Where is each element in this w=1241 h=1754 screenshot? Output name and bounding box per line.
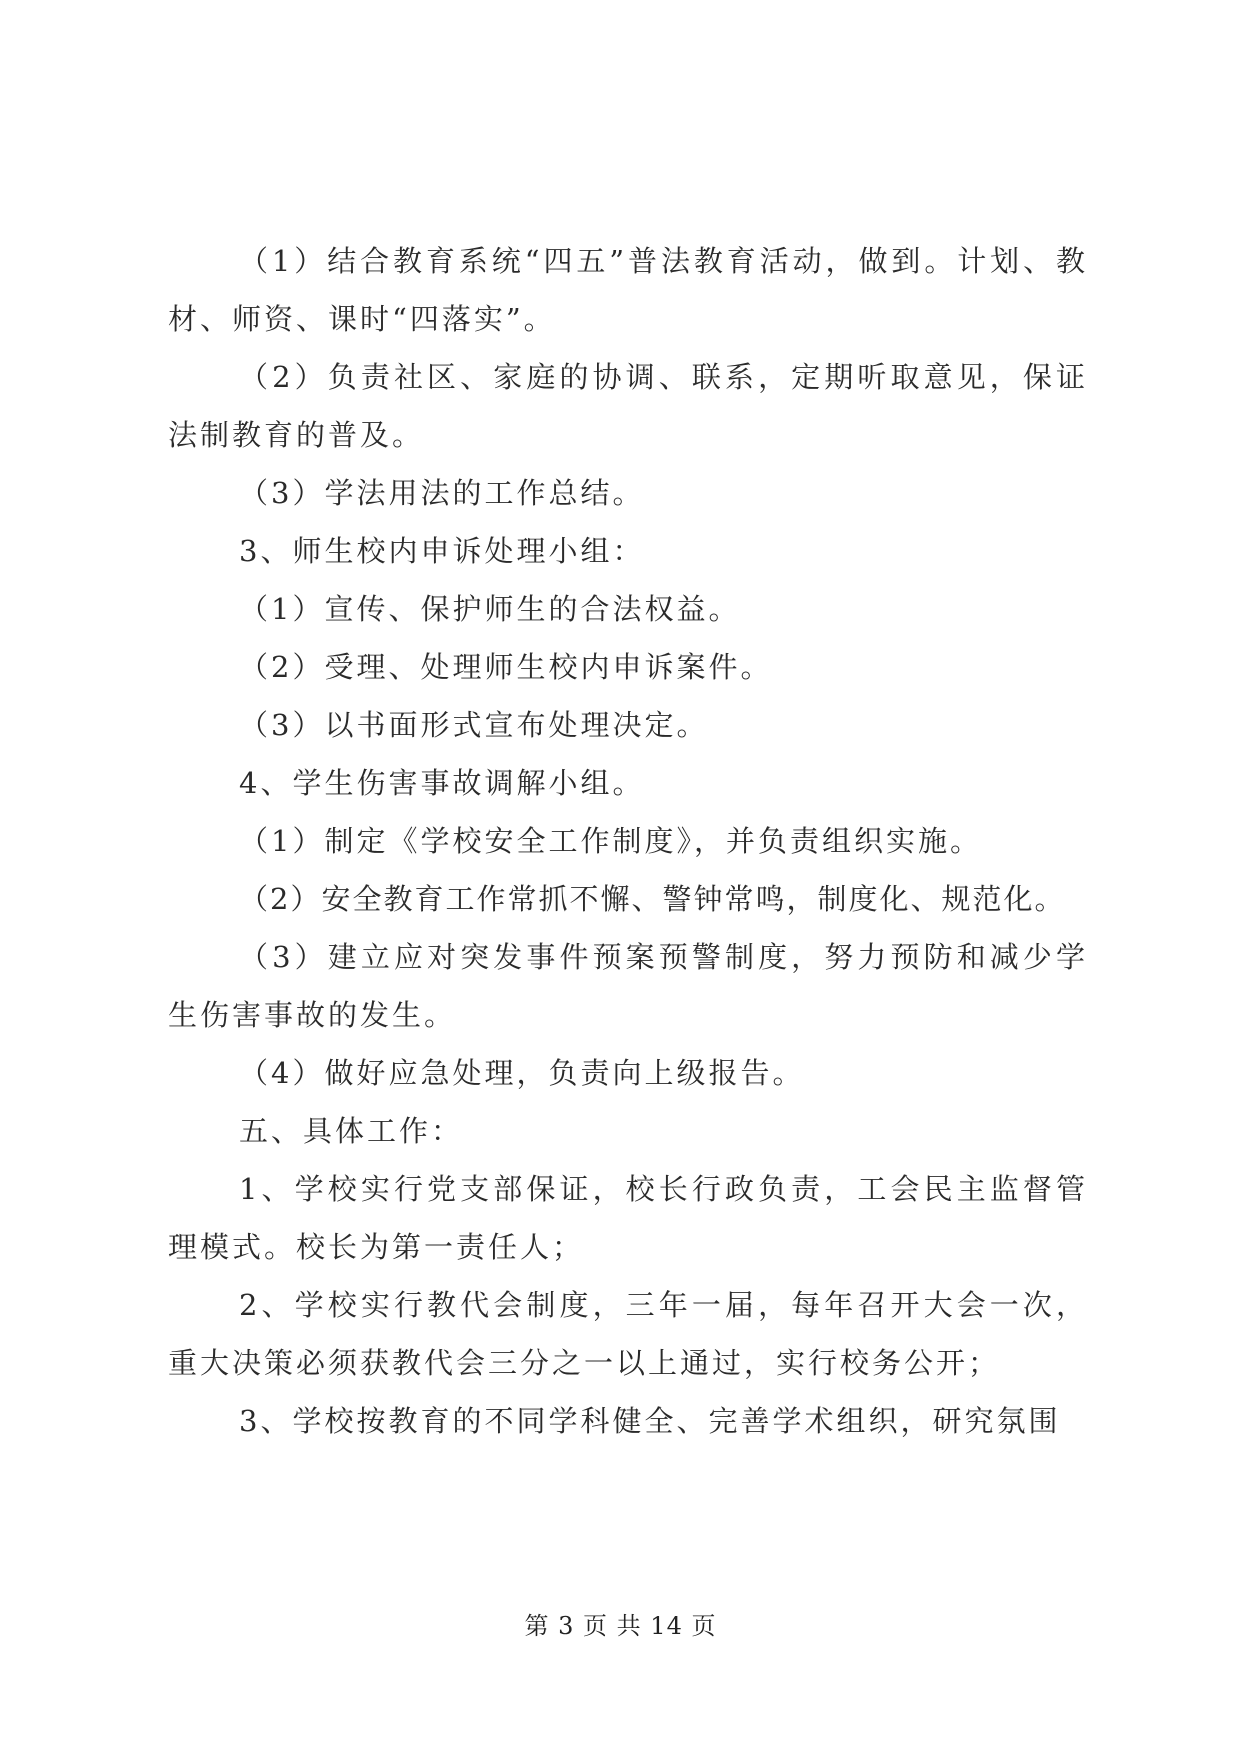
document-body <box>168 232 1088 1450</box>
page-number-footer: 第 3 页 共 14 页 <box>524 1612 717 1640</box>
paragraph: （2）负责社区、家庭的协调、联系，定期听取意见，保证法制教育的普及。 <box>168 360 1088 452</box>
paragraph: （4）做好应急处理，负责向上级报告。 <box>239 1056 805 1090</box>
paragraph: 3、师生校内申诉处理小组： <box>239 534 645 568</box>
paragraph: （2）安全教育工作常抓不懈、警钟常鸣，制度化、规范化。 <box>239 882 1066 916</box>
paragraph: 3、学校按教育的不同学科健全、完善学术组织，研究氛围 <box>239 1404 1061 1438</box>
paragraph: （1）结合教育系统“四五”普法教育活动，做到。计划、教材、师资、课时“四落实”。 <box>168 244 1088 336</box>
paragraph: （3）建立应对突发事件预案预警制度，努力预防和减少学生伤害事故的发生。 <box>168 940 1088 1032</box>
paragraph: 五、具体工作： <box>239 1114 464 1148</box>
paragraph: （1）宣传、保护师生的合法权益。 <box>239 592 741 626</box>
paragraph: （2）受理、处理师生校内申诉案件。 <box>239 650 773 684</box>
paragraph: （1）制定《学校安全工作制度》，并负责组织实施。 <box>239 824 982 858</box>
paragraph: 4、学生伤害事故调解小组。 <box>239 766 645 800</box>
paragraph: 2、学校实行教代会制度，三年一届，每年召开大会一次，重大决策必须获教代会三分之一以上通过，实行校务公开； <box>168 1288 1088 1380</box>
paragraph: （3）以书面形式宣布处理决定。 <box>239 708 709 742</box>
paragraph: （3）学法用法的工作总结。 <box>239 476 645 510</box>
paragraph: 1、学校实行党支部保证，校长行政负责，工会民主监督管理模式。校长为第一责任人； <box>168 1172 1088 1264</box>
